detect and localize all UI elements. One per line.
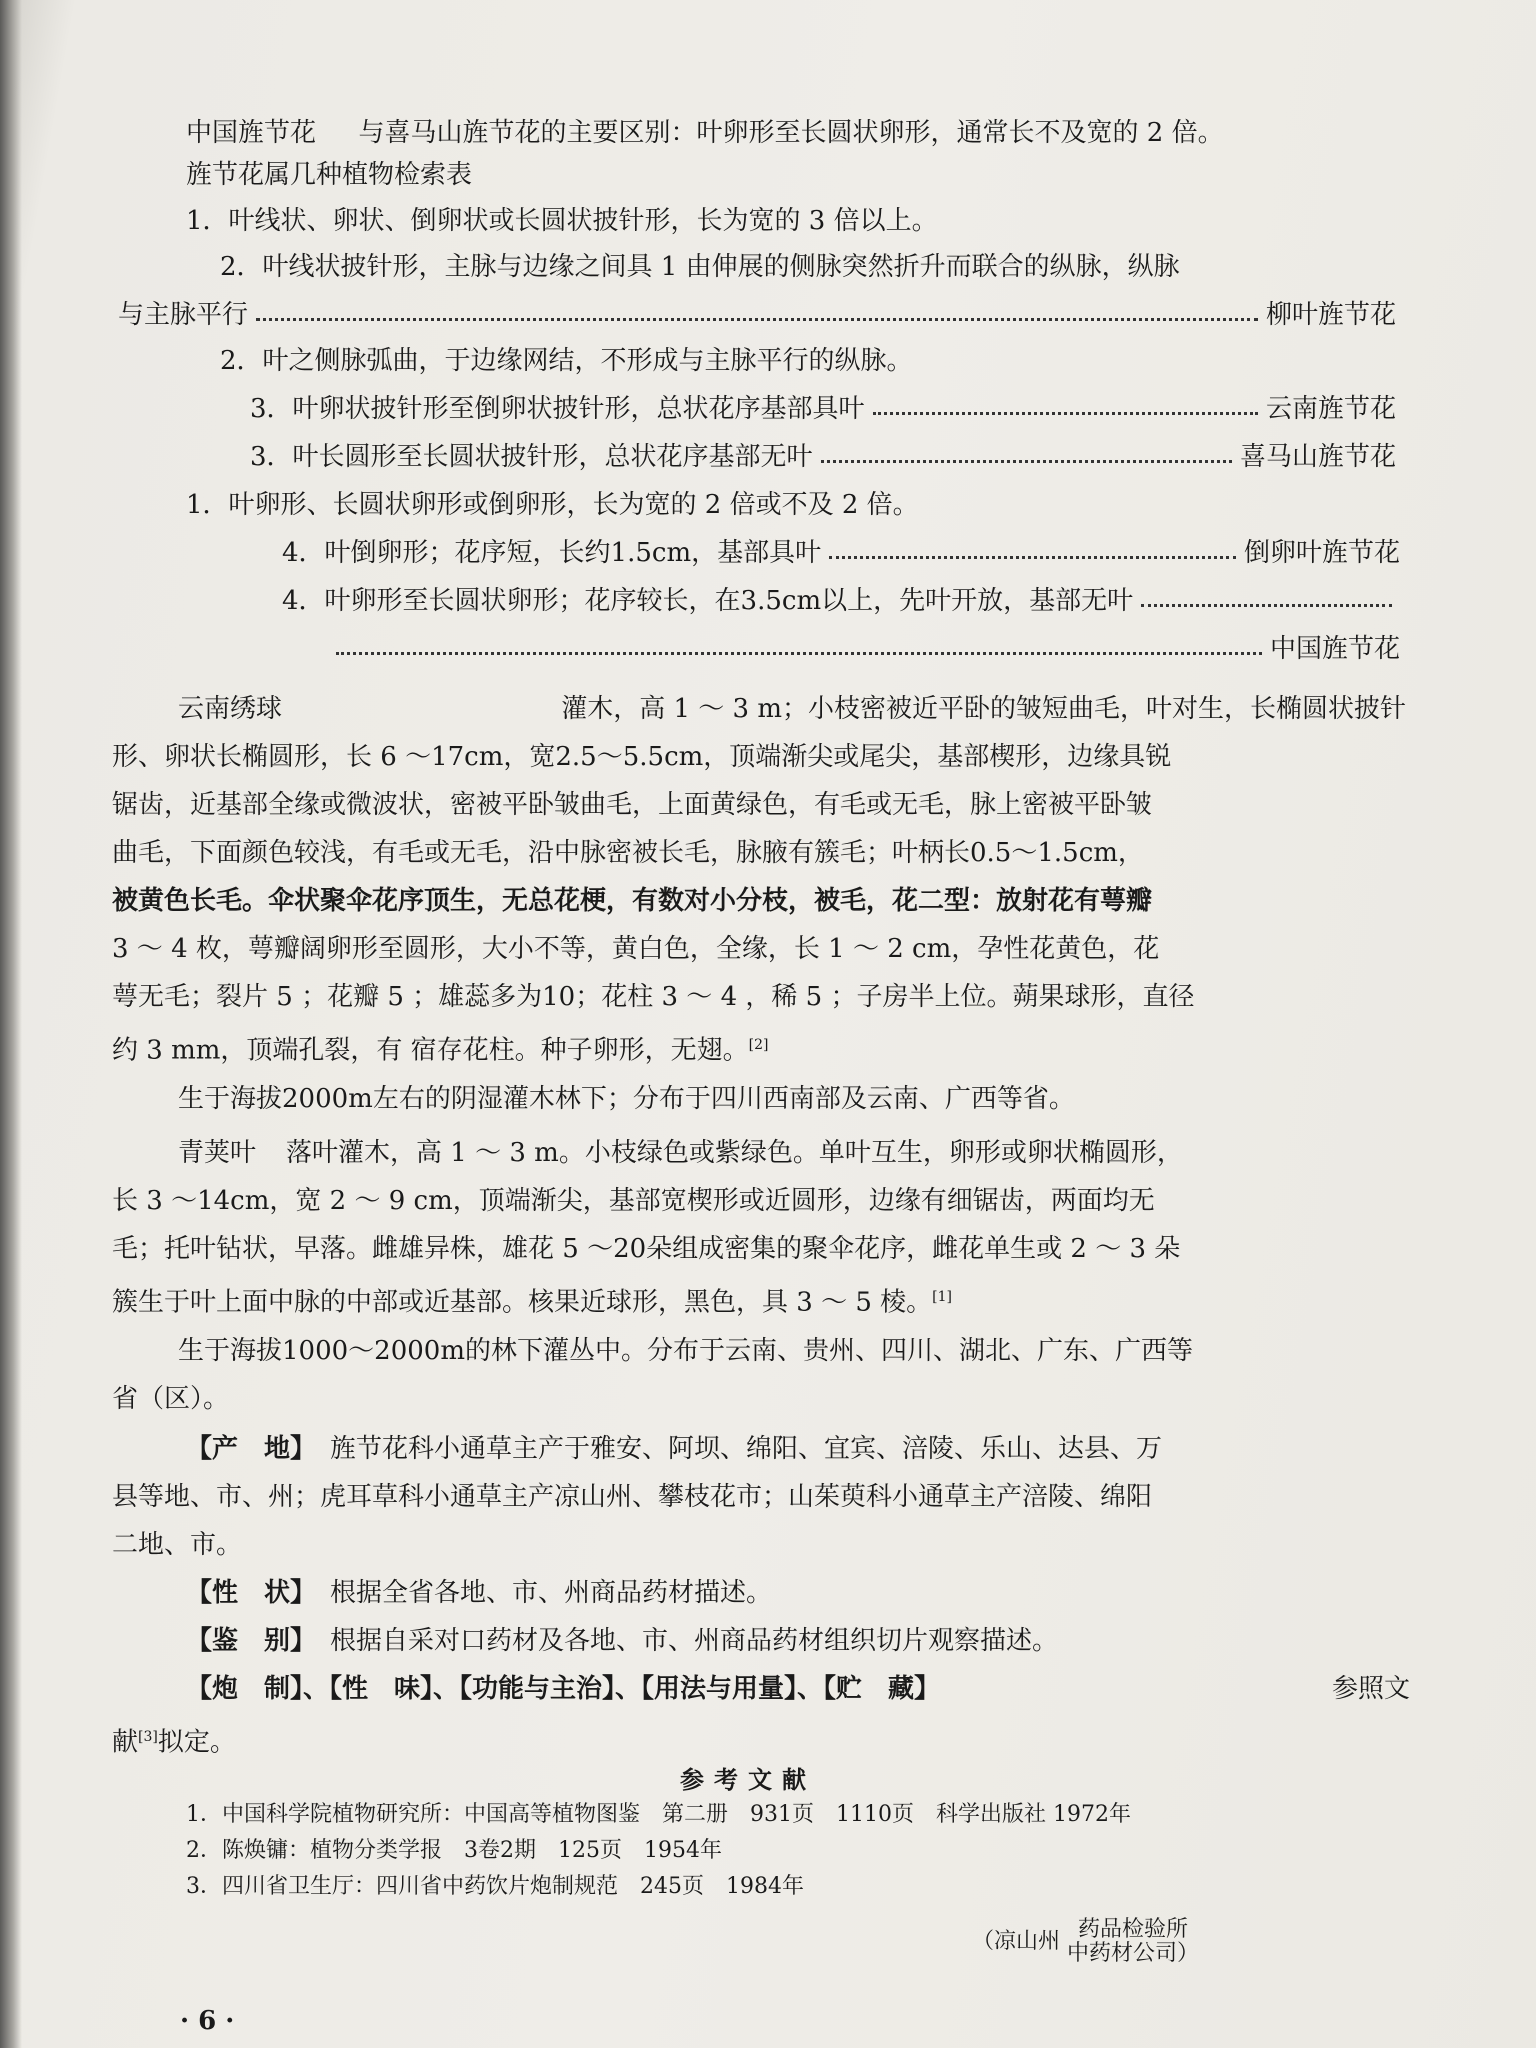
key-line-4b-cont [336, 632, 1400, 666]
identify-line [186, 1624, 1058, 1658]
key-line-2a: 2．叶线状披针形，主脉与边缘之间具 1 由伸展的侧脉突然折升而联合的纵脉，纵脉 [220, 252, 1180, 282]
key-line-4b [282, 584, 1400, 618]
qingjiaye-line-2: 长 3 ～14cm，宽 2 ～ 9 cm，顶端渐尖，基部宽楔形或近圆形，边缘有细锯齿，两面均无 [112, 1186, 1155, 1216]
origin-label: 【产 地】 [186, 1434, 317, 1464]
references-heading: 参考文献 [680, 1765, 816, 1794]
leader-dots [256, 318, 1258, 321]
identify-label: 【鉴 别】 [186, 1626, 317, 1656]
org-line-1: 药品检验所 [1078, 1917, 1189, 1942]
species-text: 与喜马山旌节花的主要区别：叶卵形至长圆状卵形，通常长不及宽的 2 倍。 [358, 118, 1224, 148]
misc-text: 献 [112, 1727, 139, 1758]
binding-shadow [0, 0, 22, 2048]
origin-line-3: 二地、市。 [112, 1530, 243, 1560]
origin-text: 旌节花科小通草主产于雅安、阿坝、绵阳、宜宾、涪陵、乐山、达县、万 [330, 1434, 1163, 1464]
species-name: 中国旌节花 [186, 118, 317, 148]
yunnan-text: 约 3 mm，顶端孔裂，有 宿存花柱。种子卵形，无翅。 [112, 1035, 749, 1066]
origin-line-2: 县等地、市、州；虎耳草科小通草主产凉山州、攀枝花市；山茱萸科小通草主产涪陵、绵阳 [112, 1482, 1153, 1512]
yunnan-line-1 [178, 692, 1406, 726]
reference-item: 1．中国科学院植物研究所：中国高等植物图鉴 第二册 931页 1110页 科学出版社 1972年 [186, 1802, 1131, 1827]
key-taxon: 柳叶旌节花 [1265, 300, 1396, 330]
qingjiaye-line-1 [178, 1136, 1183, 1170]
qingjiaye-name: 青荚叶 [178, 1138, 257, 1168]
qingjiaye-habitat-1: 生于海拔1000～2000m的林下灌丛中。分布于云南、贵州、四川、湖北、广东、广西等 [178, 1336, 1193, 1366]
qingjiaye-text: 落叶灌木，高 1 ～ 3 m。小枝绿色或紫绿色。单叶互生，卵形或卵状椭圆形， [286, 1138, 1183, 1168]
intro-line [186, 116, 1224, 150]
citation-mark: [2] [748, 1037, 769, 1053]
misc-text: 参照文 [1331, 1674, 1410, 1704]
citation-mark: [1] [932, 1289, 952, 1305]
key-text: 与主脉平行 [118, 300, 249, 330]
leader-dots [821, 460, 1232, 463]
misc-line-1 [186, 1672, 1410, 1706]
qingjiaye-line-3: 毛；托叶钻状，早落。雌雄异株，雄花 5 ～20朵组成密集的聚伞花序，雌花单生或 2 ～ 3 朵 [112, 1234, 1181, 1264]
identify-text: 根据自采对口药材及各地、市、州商品药材组织切片观察描述。 [330, 1626, 1059, 1656]
qingjiaye-habitat-2: 省（区）。 [112, 1384, 230, 1414]
character-line [186, 1576, 772, 1610]
qingjiaye-line-4 [112, 1280, 952, 1320]
key-taxon: 中国旌节花 [1269, 634, 1400, 664]
leader-dots [1141, 604, 1392, 607]
org-line-2: 中药材公司） [1067, 1941, 1200, 1966]
character-text: 根据全省各地、市、州商品药材描述。 [330, 1578, 773, 1608]
key-title: 旌节花属几种植物检索表 [186, 160, 473, 190]
key-line-2a-cont [118, 298, 1396, 332]
qingjiaye-text: 簇生于叶上面中脉的中部或近基部。核果近球形，黑色，具 3 ～ 5 棱。 [112, 1287, 933, 1318]
key-line-1b: 1．叶卵形、长圆状卵形或倒卵形，长为宽的 2 倍或不及 2 倍。 [186, 490, 919, 520]
yunnan-line-2: 形、卵状长椭圆形，长 6 ～17cm，宽2.5～5.5cm，顶端渐尖或尾尖，基部楔形，边缘具锐 [112, 742, 1172, 772]
citation-mark: [3] [138, 1729, 158, 1745]
origin-line-1 [186, 1432, 1162, 1466]
reference-item: 3．四川省卫生厅：四川省中药饮片炮制规范 245页 1984年 [186, 1874, 804, 1899]
misc-text: 拟定。 [157, 1727, 236, 1758]
key-text: 3．叶卵状披针形至倒卵状披针形，总状花序基部具叶 [250, 394, 865, 424]
yunnan-name: 云南绣球 [178, 694, 283, 724]
key-line-4a [282, 536, 1400, 570]
org-prefix: （凉山州 [972, 1929, 1061, 1954]
yunnan-line-8 [112, 1028, 769, 1068]
key-line-2b: 2．叶之侧脉弧曲，于边缘网结，不形成与主脉平行的纵脉。 [220, 346, 913, 376]
key-line-3b [250, 440, 1396, 474]
key-line-3a [250, 392, 1396, 426]
key-taxon: 倒卵叶旌节花 [1243, 538, 1400, 568]
yunnan-line-5: 被黄色长毛。伞状聚伞花序顶生，无总花梗，有数对小分枝，被毛，花二型：放射花有萼瓣 [112, 886, 1153, 916]
key-taxon: 云南旌节花 [1265, 394, 1396, 424]
misc-labels: 【炮 制】、【性 味】、【功能与主治】、【用法与用量】、【贮 藏】 [186, 1674, 941, 1704]
leader-dots [829, 556, 1236, 559]
leader-dots [336, 652, 1262, 655]
yunnan-habitat: 生于海拔2000m左右的阴湿灌木林下；分布于四川西南部及云南、广西等省。 [178, 1084, 1075, 1114]
key-line-1a: 1．叶线状、卵状、倒卵状或长圆状披针形，长为宽的 3 倍以上。 [186, 206, 938, 236]
character-label: 【性 状】 [186, 1578, 317, 1608]
page-number: · 6 · [180, 2006, 235, 2036]
yunnan-line-6: 3 ～ 4 枚，萼瓣阔卵形至圆形，大小不等，黄白色，全缘，长 1 ～ 2 cm，孕性花黄色，花 [112, 934, 1160, 964]
key-text: 4．叶倒卵形；花序短，长约1.5cm，基部具叶 [282, 538, 822, 568]
misc-line-2 [112, 1720, 236, 1760]
key-text: 3．叶长圆形至长圆状披针形，总状花序基部无叶 [250, 442, 813, 472]
yunnan-line-4: 曲毛，下面颜色较浅，有毛或无毛，沿中脉密被长毛，脉腋有簇毛；叶柄长0.5～1.5cm， [112, 838, 1144, 868]
leader-dots [873, 412, 1258, 415]
reference-item: 2．陈焕镛：植物分类学报 3卷2期 125页 1954年 [186, 1838, 722, 1863]
yunnan-text: 灌木，高 1 ～ 3 m；小枝密被近平卧的皱短曲毛，叶对生，长椭圆状披针 [561, 694, 1406, 724]
yunnan-line-3: 锯齿，近基部全缘或微波状，密被平卧皱曲毛，上面黄绿色，有毛或无毛，脉上密被平卧皱 [112, 790, 1153, 820]
yunnan-line-7: 萼无毛；裂片 5 ；花瓣 5 ；雄蕊多为10；花柱 3 ～ 4 ，稀 5 ；子房半上位。蒴果球形，直径 [112, 982, 1195, 1012]
key-text: 4．叶卵形至长圆状卵形；花序较长，在3.5cm以上，先叶开放，基部无叶 [282, 586, 1134, 616]
author-organization [972, 1918, 1199, 1966]
key-taxon: 喜马山旌节花 [1239, 442, 1396, 472]
